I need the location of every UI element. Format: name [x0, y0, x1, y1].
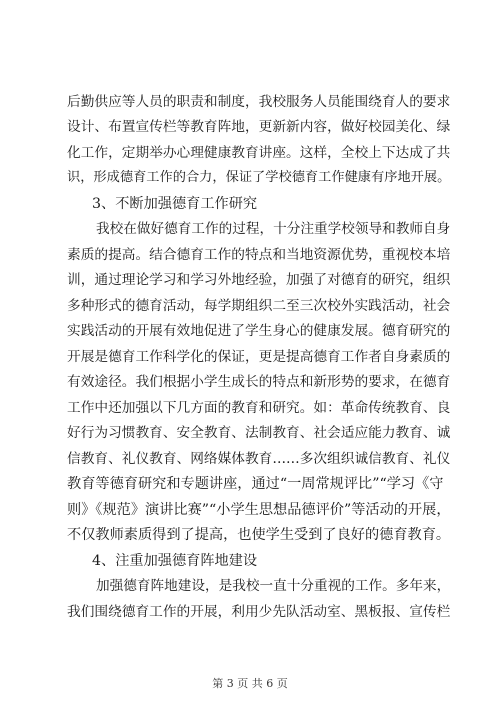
body-text-line: 识，形成德育工作的合力，保证了学校德育工作健康有序地开展。: [67, 170, 451, 185]
body-text-line: 我们围绕德育工作的开展，利用少先队活动室、黑板报、宣传栏: [67, 604, 451, 620]
page-number-footer: 第 3 页 共 6 页: [212, 677, 288, 690]
body-text-line: 信教育、礼仪教育、网络媒体教育……多次组织诚信教育、礼仪: [67, 451, 451, 467]
body-text-line: 多种形式的德育活动，每学期组织二至三次校外实践活动，社会: [67, 298, 451, 314]
body-text-line: 则》《规范》演讲比赛”“小学生思想品德评价”等活动的开展，: [67, 502, 451, 518]
paragraph-first-line: 我校在做好德育工作的过程，十分注重学校领导和教师自身: [96, 221, 451, 237]
body-text-line: 后勤供应等人员的职责和制度，我校服务人员能围绕育人的要求: [67, 94, 451, 110]
body-text-line: 素质的提高。结合德育工作的特点和当地资源优势，重视校本培: [67, 247, 451, 263]
body-text-line: 工作中还加强以下几方面的教育和研究。如：革命传统教育、良: [67, 400, 451, 416]
body-text-line: 教育等德育研究和专题讲座，通过“一周常规评比”“学习《守: [67, 476, 444, 492]
body-text-line: 有效途径。我们根据小学生成长的特点和新形势的要求，在德育: [67, 374, 451, 390]
body-text-line: 化工作，定期举办心理健康教育讲座。这样，全校上下达成了共: [67, 145, 451, 161]
body-text-line: 不仅教师素质得到了提高，也使学生受到了良好的德育教育。: [67, 527, 451, 543]
paragraph-first-line: 加强德育阵地建设，是我校一直十分重视的工作。多年来，: [96, 578, 451, 594]
body-text-line: 开展是德育工作科学化的保证，更是提高德育工作者自身素质的: [67, 349, 451, 365]
section-heading: 3、不断加强德育工作研究: [92, 196, 258, 212]
body-text-line: 实践活动的开展有效地促进了学生身心的健康发展。德育研究的: [67, 323, 451, 339]
body-text-line: 好行为习惯教育、安全教育、法制教育、社会适应能力教育、诚: [67, 425, 451, 441]
body-text-line: 设计、布置宣传栏等教育阵地，更新新内容，做好校园美化、绿: [67, 119, 451, 135]
section-heading: 4、注重加强德育阵地建设: [92, 553, 258, 569]
body-text-line: 训，通过理论学习和学习外地经验，加强了对德育的研究，组织: [67, 272, 451, 288]
